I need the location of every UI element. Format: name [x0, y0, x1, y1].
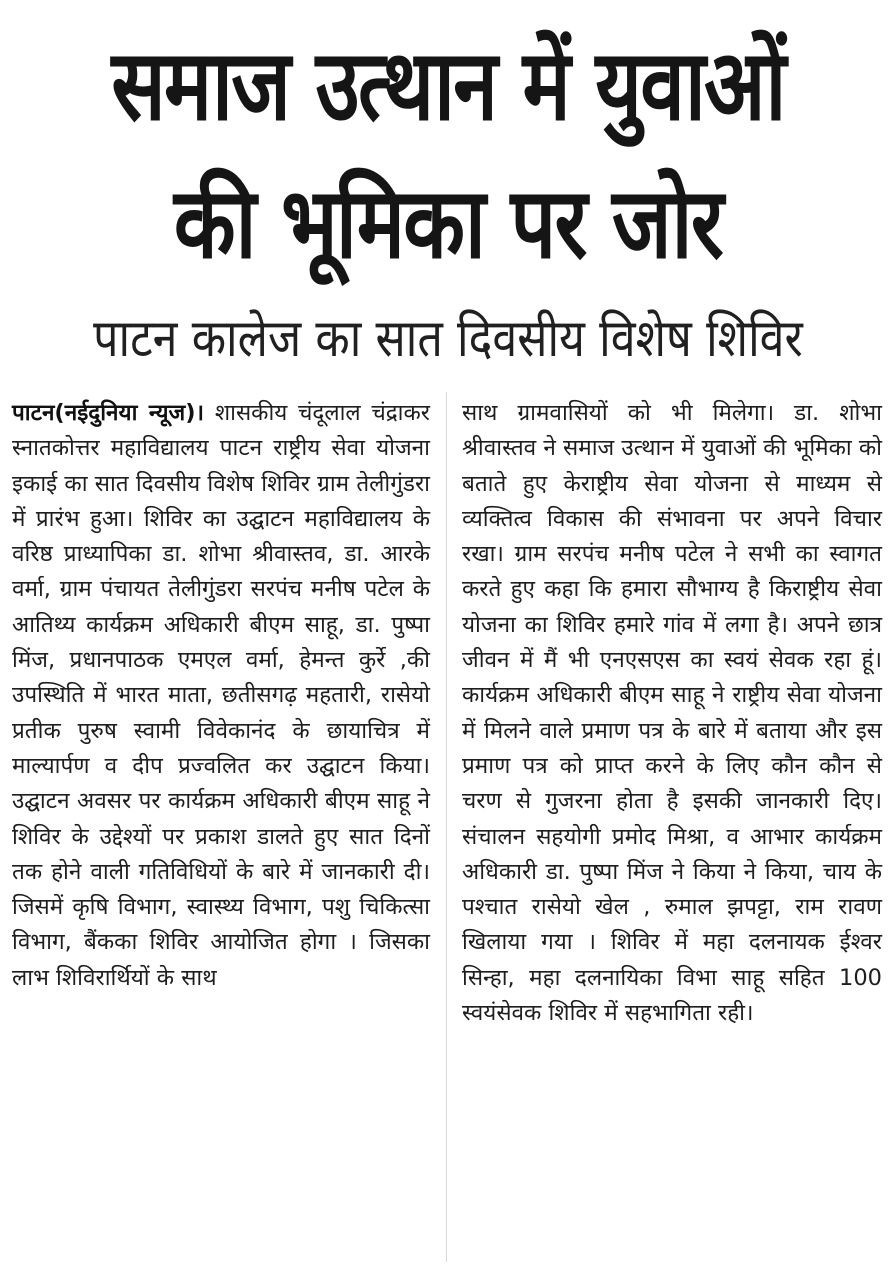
column-divider [446, 392, 447, 1262]
column-left-text: शासकीय चंदूलाल चंद्राकर स्नातकोत्तर महाविद्यालय पाटन राष्ट्रीय सेवा योजना इकाई का सात दिवसीय विशेष शिविर ग्राम तेलीगुंडरा में प्रारंभ हुआ। शिविर का उद्घाटन महाविद्यालय के वरिष्ठ प्राध्यापिका डा. शोभा श्रीवास्तव, डा. आरके वर्मा, ग्राम पंचायत तेलीगुंडरा सरपंच मनीष पटेल के आतिथ्य कार्यक्रम अधिकारी बीएम साहू, डा. पुष्पा मिंज, प्रधानपाठक एमएल वर्मा, हेमन्त कुर्रे ,की उपस्थिति में भारत माता, छतीसगढ़ महतारी, रासेयो प्रतीक पुरुष स्वामी विवेकानंद के छायाचित्र में माल्यार्पण व दीप प्रज्वलित कर उद्घाटन किया। उद्घाटन अवसर पर कार्यक्रम अधिकारी बीएम साहू ने शिविर के उद्देश्यों पर प्रकाश डालते हुए सात दिनों तक होने वाली गतिविधियों के बारे में जानकारी दी। जिसमें कृषि विभाग, स्वास्थ्य विभाग, पशु चिकित्सा विभाग, बैंकका शिविर आयोजित होगा । जिसका लाभ शिविरार्थियों के साथ [12, 400, 430, 991]
column-right-text: साथ ग्रामवासियों को भी मिलेगा। डा. शोभा श्रीवास्तव ने समाज उत्थान में युवाओं की भूमिका को बताते हुए केराष्ट्रीय सेवा योजना से माध्यम से व्यक्तित्व विकास की संभावना पर अपने विचार रखा। ग्राम सरपंच मनीष पटेल ने सभी का स्वागत करते हुए कहा कि हमारा सौभाग्य है किराष्ट्रीय सेवा योजना का शिविर हमारे गांव में लगा है। अपने छात्र जीवन में मैं भी एनएसएस का स्वयं सेवक रहा हूं। कार्यक्रम अधिकारी बीएम साहू ने राष्ट्रीय सेवा योजना में मिलने वाले प्रमाण पत्र के बारे में बताया और इस प्रमाण पत्र को प्राप्त करने के लिए कौन कौन से चरण से गुजरना होता है इसकी जानकारी दिए। संचालन सहयोगी प्रमोद मिश्रा, व आभार कार्यक्रम अधिकारी डा. पुष्पा मिंज ने किया ने किया, चाय के पश्चात रासेयो खेल , रुमाल झपट्टा, राम रावण खिलाया गया । शिविर में महा दलनायक ईश्वर सिन्हा, महा दलनायिका विभा साहू सहित 100 स्वयंसेवक शिविर में सहभागिता रही। [462, 400, 882, 1027]
column-left-paragraph [12, 396, 430, 996]
subheadline: पाटन कालेज का सात दिवसीय विशेष शिविर [93, 309, 803, 369]
headline-line-2: की भूमिका पर जोर [173, 167, 723, 281]
article-column-right [462, 396, 882, 1031]
article-column-left [12, 396, 430, 996]
dateline: पाटन(नईदुनिया न्यूज)। [12, 400, 205, 426]
headline-line-1: समाज उत्थान में युवाओं [111, 29, 785, 143]
